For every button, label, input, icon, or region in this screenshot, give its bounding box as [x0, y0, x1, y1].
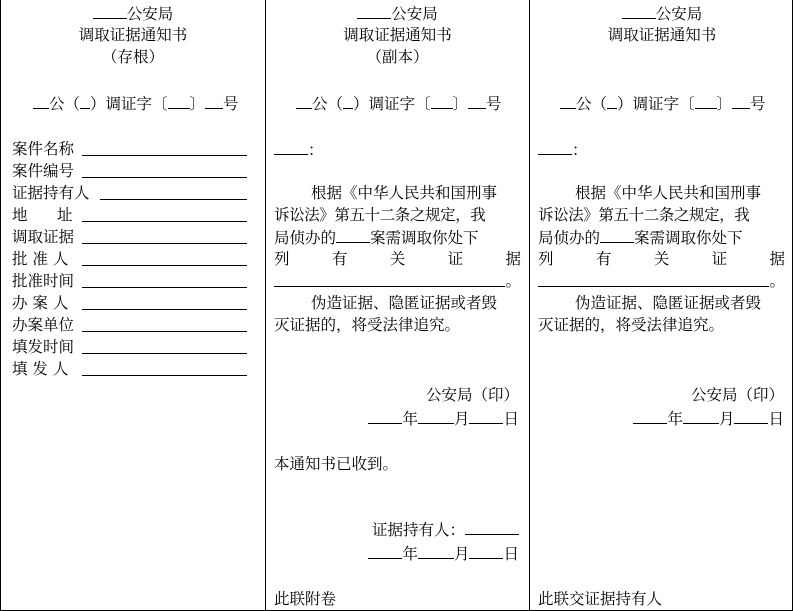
- body-line-4: [538, 248, 785, 270]
- stub-field-row: [12, 226, 247, 248]
- stub-column: [1, 0, 266, 610]
- body-line-4-char: 据: [769, 250, 785, 268]
- docno-text-gong: 公（: [312, 95, 344, 113]
- stub-document-number: [33, 92, 239, 115]
- body-line-4-char: 列: [274, 250, 290, 268]
- stub-field-row: [12, 270, 247, 292]
- body-line-5: [274, 270, 521, 292]
- copy-header-bureau-line: [266, 2, 529, 25]
- body-line-1: 根据《中华人民共和国刑事: [311, 184, 498, 202]
- field-issuer-blank[interactable]: [82, 358, 247, 376]
- stub-field-row: [12, 248, 247, 270]
- body-line-1: 根据《中华人民共和国刑事: [575, 184, 762, 202]
- year-label: 年: [667, 410, 683, 428]
- body-line-5-period: 。: [769, 272, 785, 290]
- docno-text-hao: 〕: [189, 95, 206, 113]
- holder-header-bureau-line: [530, 2, 793, 25]
- field-handling-unit-blank[interactable]: [82, 314, 247, 332]
- holder-signature-blank[interactable]: [465, 518, 519, 535]
- body-line-3-part-a: 局侦办的: [538, 229, 601, 247]
- holder-title: 调取证据通知书: [607, 26, 717, 44]
- body-line-4-char: 列: [538, 250, 554, 268]
- body-line-3: [538, 226, 785, 248]
- docno-text-suffix: 号: [750, 95, 766, 113]
- stub-field-row: [12, 182, 247, 204]
- stub-field-row: [12, 358, 247, 380]
- field-evidence-blank[interactable]: [82, 226, 247, 244]
- addressee-colon: ：: [308, 141, 324, 159]
- field-label-handler: 办 案 人: [12, 294, 69, 312]
- stub-subtitle: （存根）: [101, 48, 164, 66]
- body-line-3: [274, 226, 521, 248]
- docno-blank-3[interactable]: [168, 92, 190, 109]
- docno-text-zi: ）调证字〔: [90, 95, 168, 113]
- docno-blank-1[interactable]: [33, 92, 49, 109]
- field-label-issue-time: 填发时间: [12, 338, 75, 356]
- copy-column: [266, 0, 530, 610]
- day-label: 日: [503, 545, 519, 563]
- warning-line-1: 伪造证据、隐匿证据或者毁: [575, 294, 762, 312]
- month-blank[interactable]: [418, 407, 454, 424]
- docno-blank-2[interactable]: [607, 92, 617, 109]
- field-label-issuer: 填 发 人: [12, 360, 69, 378]
- body-line-2: 诉讼法》第五十二条之规定，我: [538, 206, 750, 224]
- evidence-list-blank[interactable]: [274, 270, 505, 287]
- received-statement: 本通知书已收到。: [274, 455, 399, 473]
- year-blank[interactable]: [368, 407, 402, 424]
- warning-line-2: 灭证据的，将受法律追究。: [274, 316, 461, 334]
- holder-addressee: [538, 138, 588, 161]
- field-handler-blank[interactable]: [82, 292, 247, 310]
- day-blank[interactable]: [469, 542, 503, 559]
- field-label-evidence-holder: 证据持有人: [12, 184, 90, 202]
- stub-field-row: [12, 336, 247, 358]
- field-label-handling-unit: 办案单位: [12, 316, 75, 334]
- month-label: 月: [453, 545, 470, 563]
- docno-blank-1[interactable]: [560, 92, 576, 109]
- body-line-3-part-b: 案需调取你处下: [634, 229, 743, 247]
- field-approver-blank[interactable]: [82, 248, 247, 266]
- case-name-blank[interactable]: [336, 226, 370, 243]
- body-line-4-char: 证: [447, 250, 464, 268]
- docno-blank-3[interactable]: [431, 92, 453, 109]
- docno-text-suffix: 号: [223, 95, 239, 113]
- copy-footer: 此联附卷: [274, 590, 337, 608]
- copy-document-number: [296, 92, 502, 115]
- day-blank[interactable]: [734, 407, 768, 424]
- holder-footer: 此联交证据持有人: [538, 590, 663, 608]
- body-line-4-char: 有: [595, 250, 612, 268]
- month-blank[interactable]: [683, 407, 719, 424]
- body-line-3-part-b: 案需调取你处下: [370, 229, 479, 247]
- bureau-name-blank[interactable]: [93, 2, 127, 19]
- month-blank[interactable]: [418, 542, 454, 559]
- body-line-4-char: 证: [711, 250, 728, 268]
- body-line-4-char: 关: [389, 250, 406, 268]
- holder-column: [530, 0, 793, 610]
- field-label-case-number: 案件编号: [12, 162, 75, 180]
- field-case-number-blank[interactable]: [82, 160, 247, 178]
- day-label: 日: [768, 410, 784, 428]
- addressee-blank[interactable]: [538, 138, 572, 155]
- day-label: 日: [503, 410, 519, 428]
- field-label-evidence: 调取证据: [12, 228, 75, 246]
- warning-line-2: 灭证据的，将受法律追究。: [538, 316, 725, 334]
- stub-header-bureau-line: [1, 2, 265, 25]
- bureau-label: 公安局: [126, 5, 174, 23]
- docno-blank-4[interactable]: [205, 92, 223, 109]
- docno-blank-3[interactable]: [695, 92, 717, 109]
- bureau-name-blank[interactable]: [622, 2, 656, 19]
- body-line-4-char: 据: [505, 250, 521, 268]
- docno-text-zi: ）调证字〔: [617, 95, 695, 113]
- body-line-4-char: 关: [653, 250, 670, 268]
- field-label-approver: 批 准 人: [12, 250, 69, 268]
- field-label-address: 地 址: [12, 206, 73, 224]
- body-line-4-char: 有: [331, 250, 348, 268]
- warning-line-1: 伪造证据、隐匿证据或者毁: [311, 294, 498, 312]
- copy-subtitle: （副本）: [366, 48, 429, 66]
- evidence-list-blank[interactable]: [538, 270, 769, 287]
- bureau-name-blank[interactable]: [357, 2, 391, 19]
- docno-text-hao: 〕: [716, 95, 733, 113]
- docno-blank-2[interactable]: [343, 92, 353, 109]
- day-blank[interactable]: [469, 407, 503, 424]
- docno-blank-1[interactable]: [296, 92, 312, 109]
- copy-title: 调取证据通知书: [343, 26, 452, 44]
- month-label: 月: [718, 410, 735, 428]
- receipt-date: [368, 542, 519, 565]
- bureau-label: 公安局: [655, 5, 703, 23]
- field-approval-time-blank[interactable]: [82, 270, 247, 288]
- stub-field-row: [12, 204, 247, 226]
- docno-blank-4[interactable]: [468, 92, 486, 109]
- year-blank[interactable]: [633, 407, 667, 424]
- docno-blank-2[interactable]: [80, 92, 90, 109]
- docno-text-gong: 公（: [576, 95, 608, 113]
- addressee-colon: ：: [572, 141, 588, 159]
- holder-date: [633, 407, 784, 430]
- year-label: 年: [402, 545, 418, 563]
- stub-field-row: [12, 292, 247, 314]
- copy-seal: 公安局（印）: [425, 386, 519, 404]
- holder-seal: 公安局（印）: [690, 386, 784, 404]
- stub-title: 调取证据通知书: [78, 26, 188, 44]
- case-name-blank[interactable]: [600, 226, 634, 243]
- copy-date: [368, 407, 519, 430]
- year-blank[interactable]: [368, 542, 402, 559]
- holder-signature-label: 证据持有人：: [371, 521, 465, 539]
- docno-text-hao: 〕: [452, 95, 469, 113]
- field-evidence-holder-blank[interactable]: [100, 182, 247, 200]
- field-label-case-name: 案件名称: [12, 140, 75, 158]
- docno-text-suffix: 号: [486, 95, 502, 113]
- body-line-5: [538, 270, 785, 292]
- stub-field-row: [12, 160, 247, 182]
- field-case-name-blank[interactable]: [82, 138, 247, 156]
- addressee-blank[interactable]: [274, 138, 308, 155]
- docno-text-zi: ）调证字〔: [353, 95, 431, 113]
- body-line-5-period: 。: [505, 272, 521, 290]
- month-label: 月: [453, 410, 470, 428]
- copy-addressee: [274, 138, 324, 161]
- stub-field-row: [12, 314, 247, 336]
- year-label: 年: [402, 410, 418, 428]
- holder-signature: [372, 518, 519, 541]
- holder-body-paragraph: [538, 182, 785, 336]
- stub-field-list: [12, 138, 247, 380]
- body-line-3-part-a: 局侦办的: [274, 229, 337, 247]
- docno-blank-4[interactable]: [732, 92, 750, 109]
- body-line-4: [274, 248, 521, 270]
- field-label-approval-time: 批准时间: [12, 272, 75, 290]
- copy-body-paragraph: [274, 182, 521, 336]
- body-line-2: 诉讼法》第五十二条之规定，我: [274, 206, 486, 224]
- bureau-label: 公安局: [391, 5, 438, 23]
- field-address-blank[interactable]: [82, 204, 247, 222]
- holder-document-number: [560, 92, 766, 115]
- stub-field-row: [12, 138, 247, 160]
- docno-text-gong: 公（: [49, 95, 81, 113]
- field-issue-time-blank[interactable]: [82, 336, 247, 354]
